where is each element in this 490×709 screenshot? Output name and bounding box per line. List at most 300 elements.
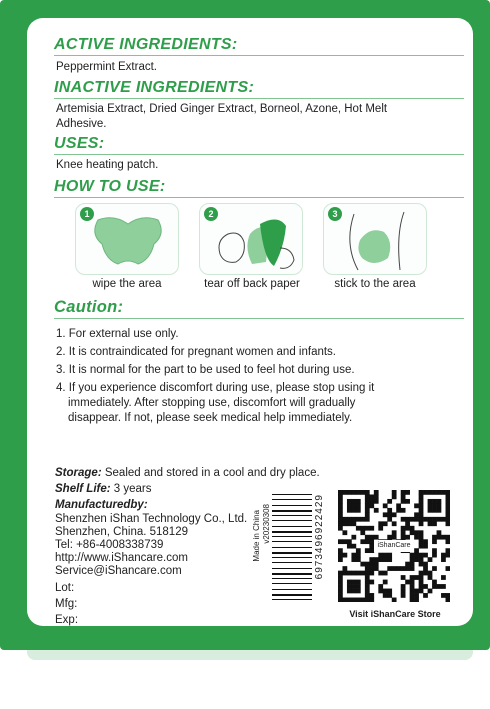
qr-module <box>338 598 343 602</box>
uses-heading: USES: <box>54 135 105 152</box>
qr-module <box>351 557 356 562</box>
qr-module <box>441 490 446 495</box>
qr-module <box>446 503 450 508</box>
qr-module <box>369 499 374 504</box>
exp-label: Exp: <box>55 614 79 626</box>
qr-module <box>419 575 424 580</box>
barcode-bar <box>272 541 312 542</box>
caution-item-1: 1. For external use only. <box>56 328 179 340</box>
qr-module <box>369 562 374 567</box>
qr-module <box>351 499 356 504</box>
qr-module <box>365 584 370 589</box>
qr-module <box>351 490 356 495</box>
qr-module <box>405 490 410 495</box>
qr-module <box>446 566 450 571</box>
qr-module <box>392 530 397 535</box>
qr-module <box>369 566 374 571</box>
qr-module <box>410 553 415 558</box>
qr-module <box>401 517 406 522</box>
qr-module <box>383 512 388 517</box>
qr-module <box>351 589 356 594</box>
barcode-bar <box>272 547 312 548</box>
qr-module <box>396 503 401 508</box>
qr-module <box>401 499 406 504</box>
qr-module <box>414 503 419 508</box>
qr-module <box>410 580 415 585</box>
qr-module <box>351 544 356 549</box>
qr-module <box>401 494 406 499</box>
qr-module <box>347 508 352 513</box>
step-number: 1 <box>80 207 94 221</box>
qr-module <box>414 535 419 540</box>
qr-module <box>432 539 437 544</box>
qr-module <box>356 598 361 602</box>
barcode-bar <box>272 578 312 579</box>
storage-label: Storage: <box>55 467 102 479</box>
qr-module <box>378 571 383 576</box>
lot-label: Lot: <box>55 582 75 594</box>
step-2-illustration <box>199 203 303 275</box>
qr-module <box>347 580 352 585</box>
qr-module <box>338 553 343 558</box>
barcode-bar <box>272 531 312 533</box>
qr-module <box>383 557 388 562</box>
qr-module <box>419 544 424 549</box>
qr-module <box>383 503 388 508</box>
qr-module <box>360 571 365 576</box>
qr-module <box>437 530 442 535</box>
inactive-ingredients-line1: Artemisia Extract, Dried Ginger Extract, Borneol, Azone, Hot Melt <box>56 103 388 115</box>
qr-module <box>383 553 388 558</box>
qr-module <box>441 553 446 558</box>
qr-module <box>432 553 437 558</box>
qr-module <box>338 539 343 544</box>
qr-module <box>347 571 352 576</box>
qr-module <box>405 521 410 526</box>
qr-module <box>441 584 446 589</box>
step-number: 2 <box>204 207 218 221</box>
qr-module <box>396 566 401 571</box>
qr-module <box>437 584 442 589</box>
qr-module <box>365 503 370 508</box>
qr-module <box>383 580 388 585</box>
qr-module <box>428 499 433 504</box>
caution-item-2: 2. It is contraindicated for pregnant women and infants. <box>56 346 336 358</box>
barcode-bar <box>272 510 312 512</box>
qr-module <box>423 490 428 495</box>
qr-module <box>405 562 410 567</box>
qr-module <box>365 526 370 531</box>
manufacturer-name: Shenzhen iShan Technology Co., Ltd. <box>55 513 248 525</box>
qr-module <box>365 548 370 553</box>
qr-module <box>419 503 424 508</box>
qr-caption: Visit iShanCare Store <box>349 609 441 619</box>
qr-module <box>428 575 433 580</box>
qr-module <box>432 508 437 513</box>
qr-module <box>423 593 428 598</box>
qr-module <box>338 499 343 504</box>
qr-module <box>428 517 433 522</box>
qr-code[interactable] <box>338 490 450 602</box>
barcode-bar <box>272 520 312 521</box>
step-2-caption: tear off back paper <box>204 278 300 290</box>
qr-module <box>365 494 370 499</box>
qr-module <box>414 575 419 580</box>
qr-module <box>446 494 450 499</box>
qr-module <box>374 557 379 562</box>
qr-module <box>338 575 343 580</box>
qr-brand-label: iShanCare <box>374 540 414 552</box>
qr-module <box>378 557 383 562</box>
qr-module <box>446 598 450 602</box>
manufacturer-website: http://www.iShancare.com <box>55 552 188 564</box>
qr-module <box>360 517 365 522</box>
barcode-bar <box>272 505 312 506</box>
qr-module <box>356 503 361 508</box>
qr-module <box>414 548 419 553</box>
qr-module <box>419 557 424 562</box>
qr-module <box>369 598 374 602</box>
qr-module <box>446 512 450 517</box>
qr-module <box>419 562 424 567</box>
qr-module <box>432 499 437 504</box>
qr-module <box>405 499 410 504</box>
qr-module <box>405 535 410 540</box>
qr-module <box>383 571 388 576</box>
qr-module <box>423 566 428 571</box>
barcode-bar <box>272 515 312 516</box>
qr-module <box>387 517 392 522</box>
reflection <box>0 650 490 709</box>
qr-module <box>369 503 374 508</box>
qr-module <box>419 553 424 558</box>
qr-module <box>441 575 446 580</box>
qr-module <box>387 512 392 517</box>
qr-module <box>360 526 365 531</box>
barcode-bar <box>272 557 312 558</box>
qr-module <box>365 535 370 540</box>
qr-module <box>338 521 343 526</box>
qr-module <box>342 598 347 602</box>
qr-module <box>419 539 424 544</box>
qr-module <box>338 584 343 589</box>
knee-patch-icon <box>76 204 180 276</box>
qr-module <box>360 598 365 602</box>
barcode-bar <box>272 536 312 537</box>
barcode-bar <box>272 599 312 600</box>
qr-module <box>387 553 392 558</box>
how-to-use-heading: HOW TO USE: <box>54 178 166 195</box>
qr-module <box>365 562 370 567</box>
qr-module <box>356 557 361 562</box>
qr-module <box>369 526 374 531</box>
qr-module <box>356 517 361 522</box>
barcode-bar <box>272 583 312 584</box>
qr-module <box>342 553 347 558</box>
qr-module <box>410 598 415 602</box>
qr-module <box>365 589 370 594</box>
qr-module <box>338 494 343 499</box>
manufacturer-address: Shenzhen, China. 518129 <box>55 526 188 538</box>
qr-module <box>423 562 428 567</box>
qr-module <box>419 584 424 589</box>
caution-heading: Caution: <box>54 298 124 316</box>
qr-module <box>446 521 450 526</box>
qr-module <box>419 490 424 495</box>
qr-module <box>446 517 450 522</box>
qr-module <box>387 557 392 562</box>
active-ingredients-heading: ACTIVE INGREDIENTS: <box>54 36 238 53</box>
qr-module <box>401 535 406 540</box>
step-3-caption: stick to the area <box>334 278 416 290</box>
qr-module <box>365 499 370 504</box>
qr-module <box>342 566 347 571</box>
barcode <box>252 490 327 612</box>
qr-module <box>432 548 437 553</box>
qr-module <box>342 571 347 576</box>
active-ingredients-text: Peppermint Extract. <box>56 61 157 73</box>
qr-module <box>441 593 446 598</box>
qr-module <box>338 557 343 562</box>
qr-module <box>338 548 343 553</box>
qr-module <box>338 512 343 517</box>
qr-module <box>410 566 415 571</box>
qr-module <box>347 598 352 602</box>
qr-module <box>374 499 379 504</box>
qr-module <box>351 521 356 526</box>
manufacturer-label: Manufacturedby: <box>55 499 148 511</box>
qr-module <box>428 490 433 495</box>
manufacturer-phone: Tel: +86-4008338739 <box>55 539 164 551</box>
qr-module <box>419 571 424 576</box>
qr-module <box>432 521 437 526</box>
barcode-bar <box>272 552 312 554</box>
qr-module <box>338 503 343 508</box>
qr-module <box>396 508 401 513</box>
qr-module <box>392 490 397 495</box>
qr-module <box>405 580 410 585</box>
qr-module <box>419 580 424 585</box>
qr-module <box>383 521 388 526</box>
qr-module <box>441 517 446 522</box>
qr-module <box>437 508 442 513</box>
qr-module <box>369 580 374 585</box>
qr-module <box>365 517 370 522</box>
qr-module <box>347 589 352 594</box>
mfg-label: Mfg: <box>55 598 78 610</box>
qr-module <box>347 503 352 508</box>
qr-module <box>419 589 424 594</box>
qr-module <box>414 517 419 522</box>
qr-module <box>351 571 356 576</box>
qr-module <box>432 490 437 495</box>
qr-module <box>338 589 343 594</box>
qr-module <box>360 539 365 544</box>
qr-module <box>419 494 424 499</box>
qr-module <box>446 535 450 540</box>
barcode-bar <box>272 568 312 569</box>
made-in-label: Made in China <box>252 510 261 562</box>
barcode-bar <box>272 526 312 527</box>
qr-module <box>356 571 361 576</box>
qr-module <box>342 539 347 544</box>
qr-module <box>405 566 410 571</box>
qr-module <box>351 503 356 508</box>
qr-module <box>441 535 446 540</box>
qr-module <box>374 566 379 571</box>
qr-module <box>432 517 437 522</box>
divider <box>54 197 464 198</box>
qr-module <box>369 593 374 598</box>
qr-module <box>347 490 352 495</box>
barcode-bars-icon <box>272 494 312 604</box>
step-1-illustration <box>75 203 179 275</box>
qr-module <box>387 566 392 571</box>
qr-module <box>387 508 392 513</box>
qr-module <box>365 593 370 598</box>
qr-module <box>392 494 397 499</box>
qr-module <box>369 571 374 576</box>
qr-module <box>401 589 406 594</box>
qr-module <box>423 539 428 544</box>
uses-text: Knee heating patch. <box>56 159 159 171</box>
qr-module <box>383 589 388 594</box>
qr-module <box>410 517 415 522</box>
qr-module <box>374 490 379 495</box>
qr-module <box>414 530 419 535</box>
qr-module <box>446 539 450 544</box>
qr-module <box>410 530 415 535</box>
qr-module <box>405 526 410 531</box>
qr-module <box>410 526 415 531</box>
qr-module <box>365 508 370 513</box>
qr-module <box>374 562 379 567</box>
qr-module <box>369 494 374 499</box>
barcode-bar <box>272 499 312 500</box>
qr-module <box>428 503 433 508</box>
qr-module <box>342 521 347 526</box>
qr-module <box>351 580 356 585</box>
qr-module <box>342 530 347 535</box>
qr-module <box>410 557 415 562</box>
qr-module <box>360 530 365 535</box>
divider <box>54 154 464 155</box>
qr-module <box>338 580 343 585</box>
qr-module <box>419 508 424 513</box>
qr-module <box>360 490 365 495</box>
qr-module <box>356 580 361 585</box>
shelf-life-line <box>55 483 152 496</box>
qr-module <box>432 535 437 540</box>
qr-module <box>342 490 347 495</box>
qr-module <box>356 553 361 558</box>
caution-item-3: 3. It is normal for the part to be used to feel hot during use. <box>56 364 355 376</box>
qr-module <box>369 557 374 562</box>
qr-module <box>437 517 442 522</box>
qr-module <box>423 517 428 522</box>
qr-module <box>338 593 343 598</box>
tear-paper-icon <box>200 204 304 276</box>
qr-module <box>401 584 406 589</box>
qr-module <box>414 553 419 558</box>
qr-module <box>414 557 419 562</box>
qr-module <box>338 517 343 522</box>
shelf-life-label: Shelf Life: <box>55 483 111 495</box>
barcode-bar <box>272 573 312 575</box>
qr-module <box>428 508 433 513</box>
qr-module <box>342 517 347 522</box>
qr-module <box>401 490 406 495</box>
step-number: 3 <box>328 207 342 221</box>
qr-module <box>347 584 352 589</box>
qr-module <box>446 553 450 558</box>
barcode-bar <box>272 594 312 596</box>
qr-module <box>369 535 374 540</box>
qr-module <box>392 535 397 540</box>
qr-module <box>351 553 356 558</box>
qr-module <box>423 553 428 558</box>
caution-item-4: 4. If you experience discomfort during use, please stop using it <box>56 382 375 394</box>
qr-module <box>338 508 343 513</box>
qr-module <box>351 598 356 602</box>
step-3-illustration <box>323 203 427 275</box>
qr-module <box>401 526 406 531</box>
qr-module <box>392 521 397 526</box>
version-code: v20230308 <box>262 504 271 544</box>
storage-text: Sealed and stored in a cool and dry place. <box>101 467 320 479</box>
qr-module <box>419 517 424 522</box>
qr-module <box>401 508 406 513</box>
qr-module <box>428 589 433 594</box>
qr-module <box>410 584 415 589</box>
qr-module <box>378 584 383 589</box>
qr-module <box>446 490 450 495</box>
qr-module <box>365 598 370 602</box>
qr-module <box>387 589 392 594</box>
qr-module <box>356 499 361 504</box>
qr-module <box>387 535 392 540</box>
qr-module <box>378 521 383 526</box>
qr-module <box>356 490 361 495</box>
barcode-bar <box>272 562 312 563</box>
qr-module <box>401 593 406 598</box>
qr-module <box>423 544 428 549</box>
qr-module <box>410 575 415 580</box>
qr-module <box>356 548 361 553</box>
qr-module <box>383 593 388 598</box>
qr-module <box>392 598 397 602</box>
qr-module <box>423 584 428 589</box>
qr-module <box>360 562 365 567</box>
qr-module <box>414 589 419 594</box>
qr-module <box>446 548 450 553</box>
qr-module <box>356 584 361 589</box>
qr-module <box>374 508 379 513</box>
qr-module <box>405 517 410 522</box>
knee-applied-icon <box>324 204 428 276</box>
qr-module <box>401 575 406 580</box>
qr-module <box>351 535 356 540</box>
qr-module <box>338 526 343 531</box>
caution-item-4-cont: disappear. If not, please seek medical help immediately. <box>68 412 353 424</box>
barcode-number: 6973496922429 <box>314 494 325 580</box>
qr-module <box>356 526 361 531</box>
qr-module <box>365 575 370 580</box>
qr-module <box>446 508 450 513</box>
qr-module <box>428 521 433 526</box>
qr-module <box>410 562 415 567</box>
barcode-bar <box>272 589 312 590</box>
